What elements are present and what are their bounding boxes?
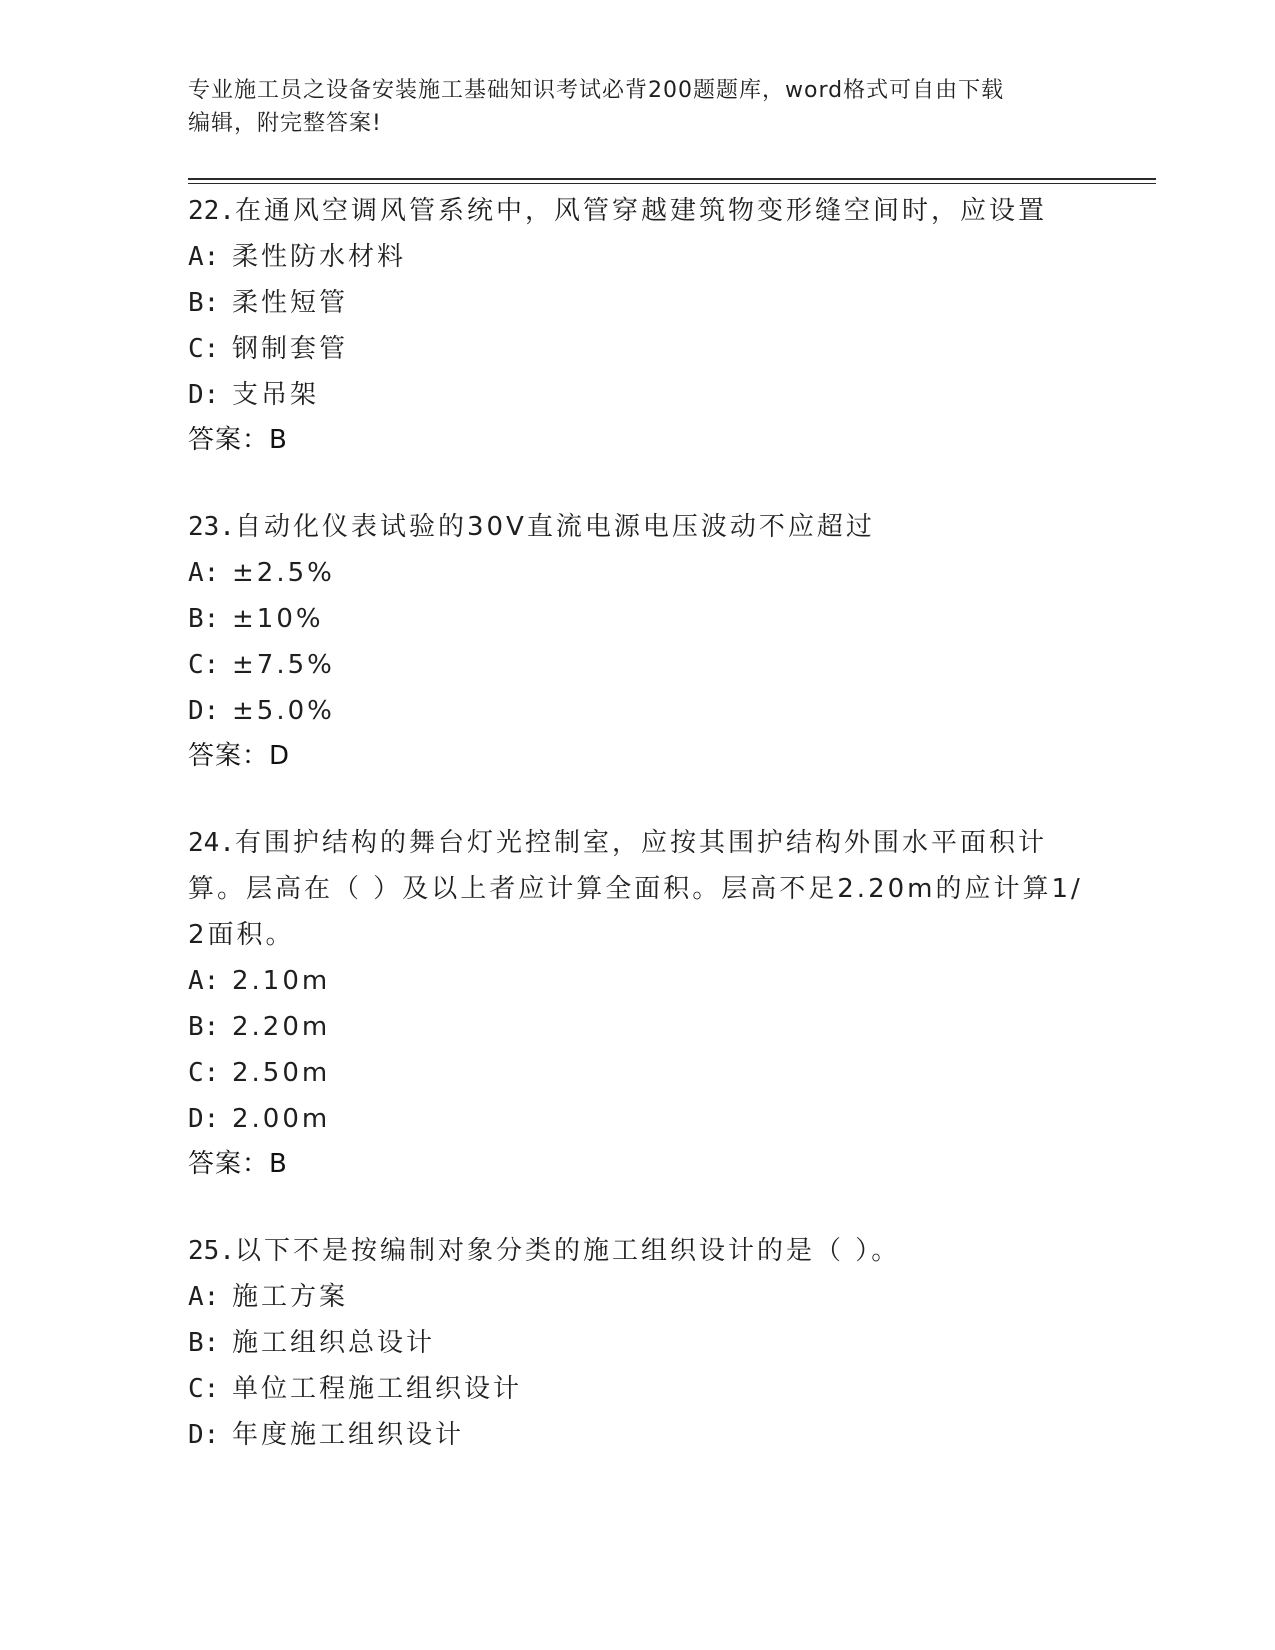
option-c [188, 642, 1088, 688]
question-22 [188, 188, 1088, 462]
document-header [188, 74, 1068, 140]
option-text: 柔性短管 [232, 288, 349, 318]
option-a [188, 550, 1088, 596]
question-text: 自动化仪表试验的30V直流电源电压波动不应超过 [234, 512, 875, 542]
option-a [188, 234, 1088, 280]
question-spacer [188, 1186, 1088, 1228]
option-letter: A: [188, 966, 220, 996]
option-letter: A: [188, 558, 220, 588]
option-text: ±7.5% [232, 650, 335, 680]
option-letter: B: [188, 1012, 220, 1042]
option-a [188, 958, 1088, 1004]
option-text: ±5.0% [232, 696, 335, 726]
option-d [188, 688, 1088, 734]
question-stem [188, 504, 1088, 550]
option-b [188, 596, 1088, 642]
option-letter: D: [188, 1420, 220, 1450]
option-letter: B: [188, 604, 220, 634]
answer-line: 答案：D [188, 741, 291, 771]
question-text: 在通风空调风管系统中，风管穿越建筑物变形缝空间时，应设置 [234, 196, 1047, 226]
header-line-2: 编辑，附完整答案! [188, 111, 382, 136]
option-letter: D: [188, 696, 220, 726]
question-stem [188, 820, 1088, 958]
option-c [188, 1050, 1088, 1096]
question-spacer [188, 778, 1088, 820]
option-d [188, 372, 1088, 418]
option-b [188, 280, 1088, 326]
option-text: 年度施工组织设计 [232, 1420, 465, 1450]
option-text: 柔性防水材料 [232, 242, 407, 272]
header-line-1: 专业施工员之设备安装施工基础知识考试必背200题题库，word格式可自由下载 [188, 78, 1005, 103]
header-divider-thin [188, 183, 1156, 184]
question-24 [188, 820, 1088, 1186]
option-d [188, 1412, 1088, 1458]
question-25 [188, 1228, 1088, 1458]
question-23 [188, 504, 1088, 778]
option-text: 施工组织总设计 [232, 1328, 436, 1358]
option-text: 单位工程施工组织设计 [232, 1374, 523, 1404]
question-spacer [188, 462, 1088, 504]
option-b [188, 1004, 1088, 1050]
option-letter: C: [188, 1374, 220, 1404]
option-letter: B: [188, 1328, 220, 1358]
question-number: 24. [188, 828, 235, 858]
question-list [188, 188, 1088, 1458]
option-text: 2.10m [232, 966, 331, 996]
option-text: 支吊架 [232, 380, 320, 410]
option-a [188, 1274, 1088, 1320]
option-text: 钢制套管 [232, 334, 349, 364]
option-text: ±2.5% [232, 558, 335, 588]
option-letter: D: [188, 1104, 220, 1134]
question-number: 23. [188, 512, 235, 542]
option-text: 施工方案 [232, 1282, 349, 1312]
option-c [188, 1366, 1088, 1412]
header-divider-thick [188, 178, 1156, 180]
option-c [188, 326, 1088, 372]
answer-line: 答案：B [188, 1149, 288, 1179]
option-text: 2.50m [232, 1058, 331, 1088]
option-b [188, 1320, 1088, 1366]
option-text: 2.20m [232, 1012, 331, 1042]
option-letter: B: [188, 288, 220, 318]
option-letter: D: [188, 380, 220, 410]
question-text: 以下不是按编制对象分类的施工组织设计的是（ ）。 [234, 1236, 901, 1266]
question-text: 有围护结构的舞台灯光控制室，应按其围护结构外围水平面积计算。层高在（ ）及以上者应计算全面积。层高不足2.20m的应计算1/2面积。 [188, 828, 1083, 950]
option-letter: A: [188, 242, 220, 272]
question-number: 25. [188, 1236, 235, 1266]
option-letter: A: [188, 1282, 220, 1312]
option-text: 2.00m [232, 1104, 331, 1134]
option-d [188, 1096, 1088, 1142]
answer-line: 答案：B [188, 425, 288, 455]
question-stem [188, 1228, 1088, 1274]
question-stem [188, 188, 1088, 234]
option-text: ±10% [232, 604, 324, 634]
option-letter: C: [188, 1058, 220, 1088]
question-number: 22. [188, 196, 235, 226]
option-letter: C: [188, 334, 220, 364]
option-letter: C: [188, 650, 220, 680]
